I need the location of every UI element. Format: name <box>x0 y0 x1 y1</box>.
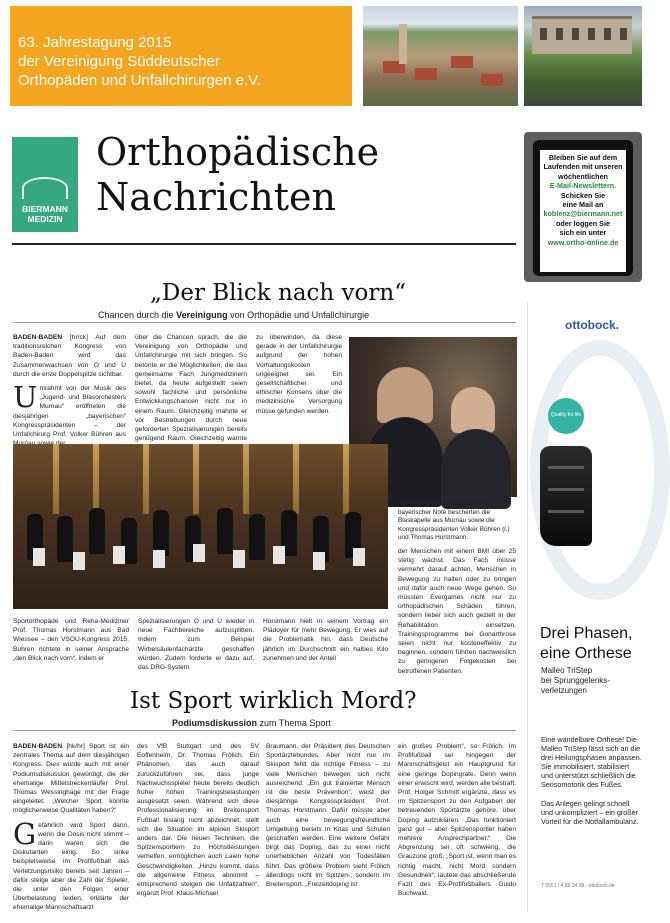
newsletter-line: oder loggen Sie <box>556 218 610 228</box>
article2-col2: des VfB Stuttgart und des SV Eoffenheim, Dr. Thomas Frölich. Ein Phänomen, das auch darauf zurückzuführen sei, dass junge Nachwuchsspieler heute bereits deutlich früher hohen Trainingsbelastungen ausgesetzt seien. Während sich diese Professionalisierung im Breitensport Fußball bislang nicht abzeichnet, stellt sich die Situation im alpinen Skisport anders dar. Die neuen Techniken, die Spitzensportlern zu Höchstleistungen verhelfen, ermöglichen auch Laien hohe Geschwindigkeiten. „Hinzu kommt, dass die allgemeine Fitness abnimmt – entsprechend steigen die Unfallzahlen“, ergänzt Prof. Klaus-Michael <box>137 743 259 898</box>
ad-headline <box>540 624 633 664</box>
newsletter-line: wöchentlichen <box>558 171 608 181</box>
article2-rule <box>14 730 516 731</box>
quality-badge: Quality for life <box>548 398 584 434</box>
newsletter-line: eine Mail an <box>562 200 604 210</box>
banner-line-2: der Vereinigung Süddeutscher <box>18 53 220 70</box>
article1-col2: über die Chancen sprach, die die Vereinigung von Orthopädie und Unfallchirurgie mit sich bringen. So betonte er die Möglichkeiten, die das gemeinsame Fach Jungmedizinern bietet, da heute aufgestellt seien sowohl fachliche und persönliche Entwicklungschancen nicht nur in einem Raum. Gleichzeitig mahnte er vor Bestrebungen durch neue geforderten Spezialisierungen bereits genügend Raum. Gleichzeitig warnte <box>135 334 247 443</box>
dateline: BADEN-BADEN <box>13 334 63 341</box>
title-line-2: Nachrichten <box>96 175 336 219</box>
article1-bottom-col1: Sportorthopäde und Reha-Mediziner Prof. Thomas Horstmann aus Bad Wiessee – den VSOU-Kongress 2015. Bühren richtete in seiner Ansprache „den Blick nach vorn“, indem er <box>13 618 129 662</box>
article2-col3: Braumann, der Präsident des Deutschen Sportärztebundes. Aber nicht nur im Skisport fehlt die richtige Fitness – zu viele Menschen bewegen sich nicht ausreichend. „Ein gut trainierter Mensch ist die beste Prävention“, weist der diesjährige Kongresspräsident Prof. Thomas Horstmann. Dafür müsste aber auch eine bewegungsfreundliche Umgebung bereits in Kitas und Schulen geschaffen werden. Eine weitere Gefahr birgt das Doping, das zu einer nicht unerheblichen Anzahl von Todesfällen führt. Das größere Problem sieht Frölich allerdings nicht im Spitzen-, sondern im Breitensport. „Freizeitdoping ist <box>266 743 390 889</box>
congress-banner <box>10 6 352 106</box>
body-text: mrahmt von der Musik des „Jugend- und Blasorchesters Murnau“ eröffneten die diesjährigen „bayerischen“ Kongresspräsidenten – der Unfallchirurg Prof. Volker Bühren aus <box>13 385 126 439</box>
sub-bold: Vereinigung <box>176 310 228 320</box>
sub-bold: Podiumsdiskussion <box>172 718 258 728</box>
lead-text: [hk/hr] Sport ist ein zentrales Thema auf dem diesjährigen Kongress. Dies wurde auch mit einer Podiumsdiskussion gewürdigt, die der ehemalige Mittelstreckenläufer Prof. Thomas Wessinghage mit der Frage eingeleitet: „Welcher Sport könnte möglicherweise Qualitäten haben?“ <box>13 743 129 815</box>
ad-subline-line: verletzungen <box>541 686 587 695</box>
town-photo <box>363 6 518 106</box>
logo-line-1: BIERMANN <box>22 204 68 214</box>
newsletter-line: Laufenden mit unseren <box>543 162 623 172</box>
park-photo <box>524 6 642 106</box>
ad-subline-line: bei Sprunggelenks- <box>541 676 610 685</box>
article1-col1 <box>13 333 126 437</box>
newspaper-title <box>96 130 379 220</box>
banner-line-3: Orthopäden und Unfallchirurgen e.V. <box>18 72 261 89</box>
ad-footer: T 0551 / 4 89 34 99 · ottobock.de <box>541 883 615 889</box>
drop-cap: U <box>13 380 38 415</box>
article2-headline: Ist Sport wirklich Mord? <box>130 688 417 714</box>
band-photo <box>13 444 388 609</box>
banner-line-1: 63. Jahrestagung 2015 <box>18 34 172 51</box>
newsletter-web-link[interactable]: www.ortho-online.de <box>547 237 619 247</box>
newsletter-line: E-Mail-Newslettern. <box>549 181 617 191</box>
ad-subline <box>541 666 610 696</box>
article1-col3: zu überwinden, da diese gerade in der Unfallchirurgie aufgrund der hohen Vorhaltungskosten ungeeignet sei. Ein gesellschaftlicher und ethischer Konsens über die medizinische Versorgung müsse gefunden werden. <box>256 334 342 415</box>
article2-col4: ein großes Problem“, so Frölich. Im Profifußball sei hingegen der Mannschaftsgeist ein Hauptgrund für eine geringe Dopingrate. Denn wenn einer erwischt wird, werden alle bestraft. Prof. Holger Schmitt ergänzte, dass es im Spitzensport zu den Aufgaben der betreuenden Sportärzte gehöre, über Doping aufzuklären. „Das funktioniert ganz gut – aber Spitzensportler haben mehrere Ansprechpartner.“ Die Abgrenzung sei oft schwierig, die Grauzone groß. „Sport ist, wenn man es richtig macht, nicht Mord sondern Gesundheit“, lautete das abschließende Fazit des Ex-Profifußballers Guido Buchwald. <box>398 743 516 898</box>
drop-cap: G <box>13 816 37 851</box>
newsletter-line: Schicken Sie <box>560 190 606 200</box>
ad-body-paragraph: Eine wandelbare Orthese! Die Malleo TriStep lässt sich an die drei Heilungsphasen anpassen. Sie immobilisiert, stabilisiert und unterstützt schließlich die Sensomotorik des Fußes. <box>541 735 642 789</box>
masthead-rule <box>12 243 516 245</box>
sub-text: von Orthopädie und Unfallchirurgie <box>227 310 370 320</box>
ad-body <box>541 735 643 826</box>
sub-text: zum Thema Sport <box>257 718 331 728</box>
ad-body-paragraph: Das Anlegen gelingt schnell und unkompliziert – ein großer Vorteil für die Notfallambulanz. <box>541 799 639 826</box>
newsletter-line: sich ein unter <box>559 228 607 238</box>
article1-bottom-col2: Spezialisierungen O und U wieder in neue Fachbereiche aufzusplitten. Indem zum Beispiel Wirbelsäulenfachärzte geschaffen würden. Zudem forderte er dazu auf, das DRG-System <box>138 618 254 672</box>
title-line-1: Orthopädische <box>96 130 380 174</box>
article1-bottom-col3: Horstmann hielt in seinem Vortrag ein Plädoyer für mehr Bewegung. Er wies auf die Problematik hin, dass Deutsche jährlich im Durchschnitt ein halbes Kilo zunehmen und der Anteil <box>263 618 388 662</box>
newsletter-line: Bleiben Sie auf dem <box>548 153 618 162</box>
sub-text: Chancen durch die <box>98 310 177 320</box>
newsletter-text <box>540 150 626 272</box>
article1-headline: „Der Blick nach vorn“ <box>150 280 406 306</box>
article1-subheadline <box>98 310 369 320</box>
article1-rule <box>14 322 516 323</box>
newsletter-email-link[interactable]: koblenz@biermann.net <box>543 209 623 219</box>
article2-subheadline <box>172 718 331 728</box>
body-text: efährlich wird Sport dann, wenn die Dosis nicht stimmt – darin waren sich die Diskutanten einig. So sinke beispielsweise im Profifußball das Verletzungsrisiko bereits seit Jahren – dafür steige aber die Zahl der Spieler, die unter den Folgen einer Überbelastung leiden, erklärte der ehemalige Mannschaftsarzt <box>13 821 129 912</box>
logo-line-2: MEDIZIN <box>27 214 63 224</box>
article1-bottom-col4: der Menschen mit einem BMI über 25 stetig wächst. Das Fach müsse vermehrt darauf achten, Menschen in Bewegung zu halten oder zu bringen und dafür auch neue Wege gehen. So müssten Evergames nicht nur zu orthopädischen Schäden führen, sondern lieber sich auch gezielt in der Rehabilitation einsetzen. Trainingsprogramme bei Gonarthrose seien nicht nur kosteneffektiv zu beginnen, sondern führten nachweislich zu geringeren Folgekosten bei betroffenen Patienten. <box>398 548 516 675</box>
ad-headline-line: Drei Phasen, <box>540 625 633 642</box>
orthosis-image <box>540 446 592 546</box>
ad-headline-line: eine Orthese <box>540 645 632 662</box>
biermann-logo <box>12 137 78 232</box>
photo-caption: Ein stimmungsvollen Auftakt mit bayerischer Note bescherten die Blaskapelle aus Murnau sowie die Kongresspräsidenten Volker Bühren (l.) und Thomas Horstmann. <box>398 500 510 542</box>
dateline: BADEN-BADEN <box>13 743 63 750</box>
ottobock-logo: ottobock. <box>565 318 619 332</box>
ad-subline-line: Malleo TriStep <box>541 666 593 675</box>
article2-col1 <box>13 742 129 914</box>
lead-text: [hr/ck] Auf dem traditionsreichen Kongress von Baden-Baden wird das Zusammenwachsen von O und U durch die erste Doppelspitze sichtbar. <box>13 334 126 378</box>
